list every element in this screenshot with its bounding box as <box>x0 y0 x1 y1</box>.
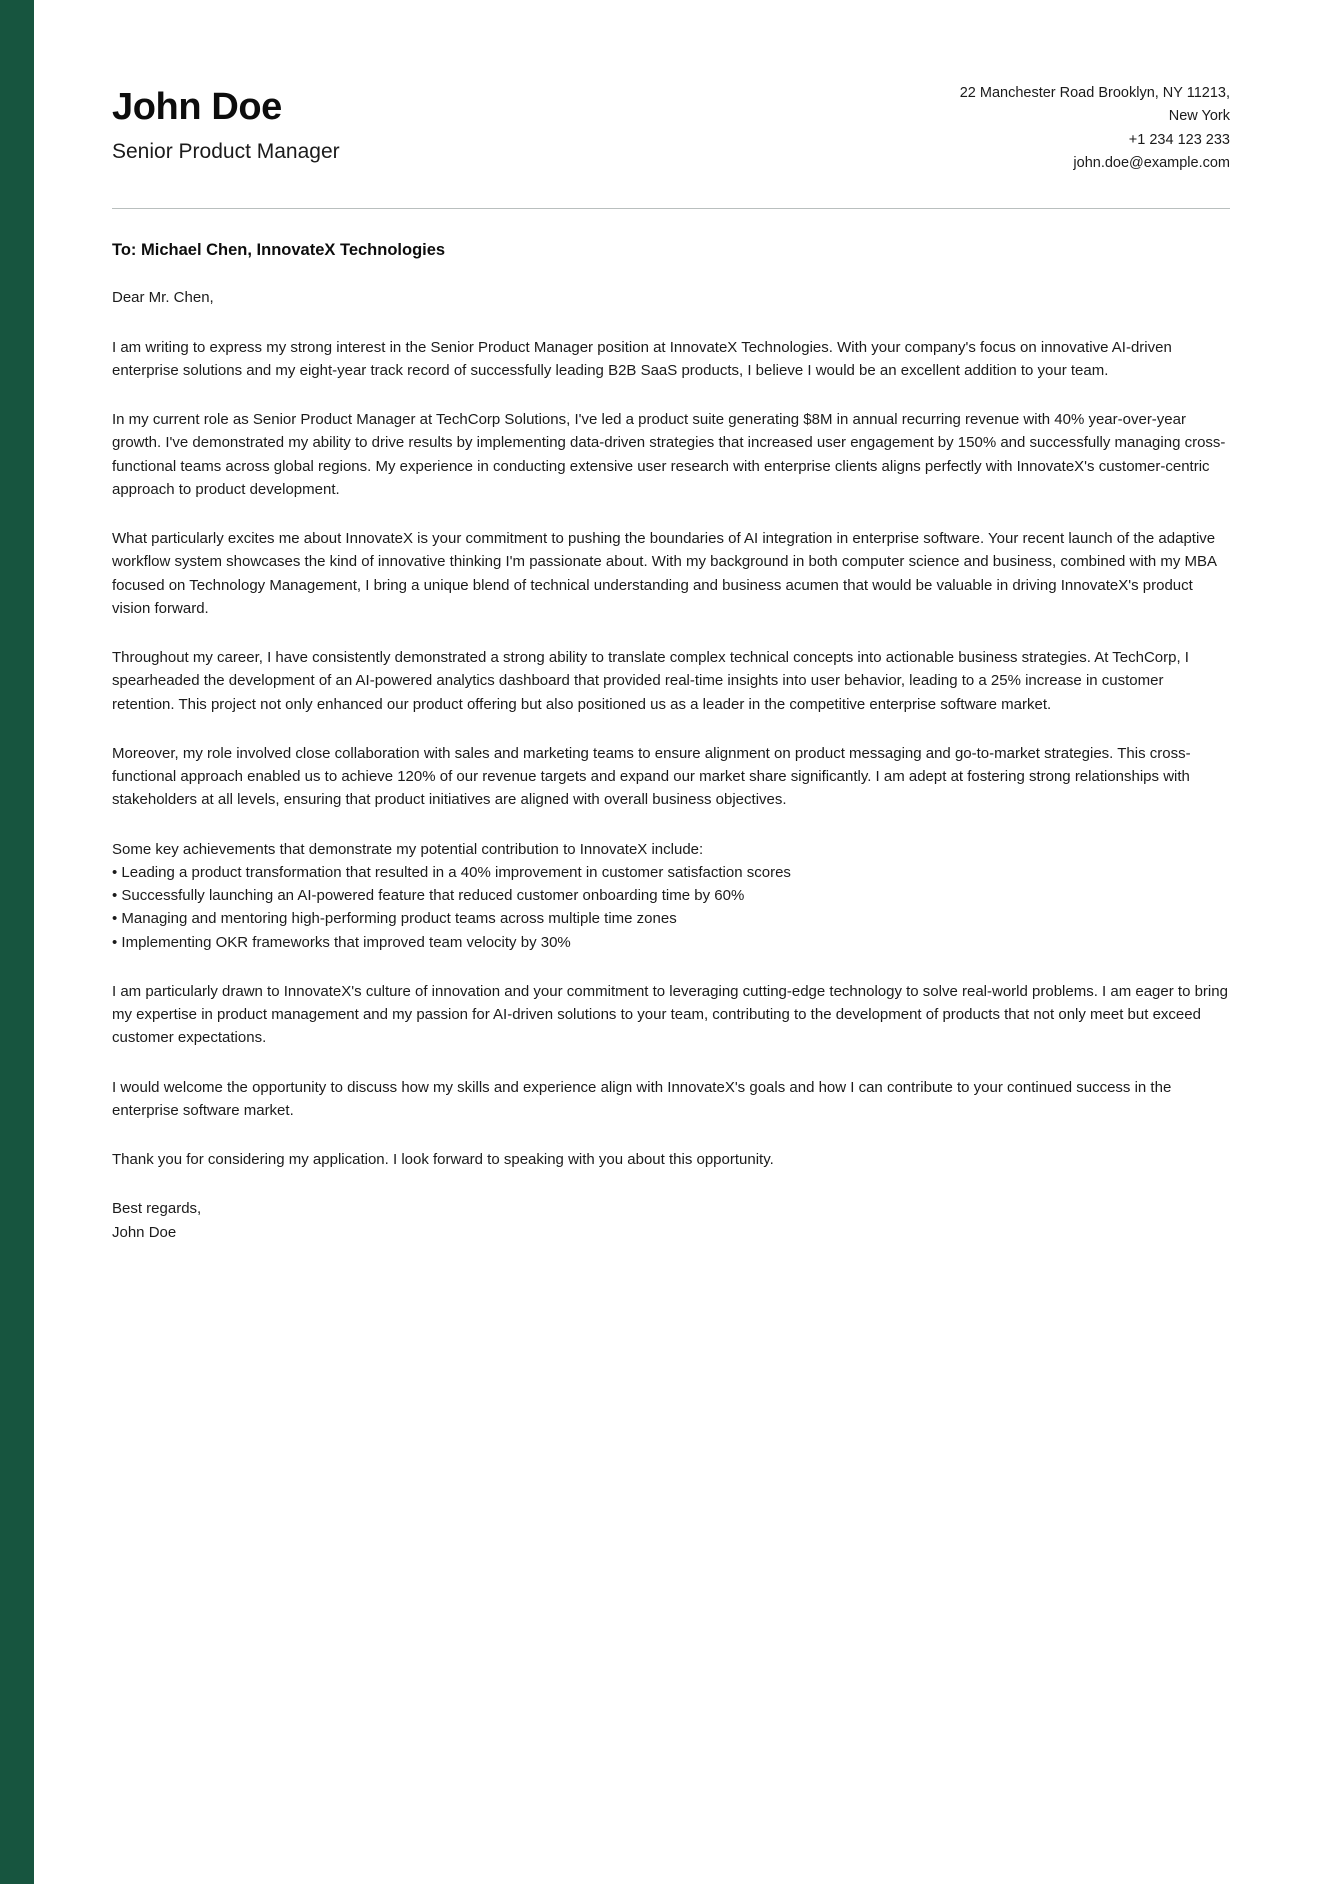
body-paragraph: What particularly excites me about InnovateX is your commitment to pushing the boundaries of AI integration in enterprise software. Your recent launch of the adaptive workflow system showcases the kind of innovative thinking I'm passionate about. With my background in both computer science and business, combined with my MBA focused on Technology Management, I bring a unique blend of technical understanding and business acumen that would be valuable in driving InnovateX's product vision forward. <box>112 530 1217 617</box>
sign-off: Best regards, <box>112 1200 202 1218</box>
contact-block <box>960 78 1230 176</box>
achievements-list <box>112 861 1230 954</box>
left-accent-bar <box>0 0 34 1884</box>
contact-address: 22 Manchester Road Brooklyn, NY 11213, <box>959 85 1230 101</box>
salutation: Dear Mr. Chen, <box>112 289 214 307</box>
letter-body <box>112 209 1230 1244</box>
body-paragraph: Throughout my career, I have consistently demonstrated a strong ability to translate complex technical concepts into actionable business strategies. At TechCorp, I spearheaded the development of an AI-powered analytics dashboard that provided real-time insights into user behavior, leading to a 25% increase in customer retention. This project not only enhanced our product offering but also positioned us as a leader in the competitive enterprise software market. <box>112 649 1189 713</box>
list-item: • Implementing OKR frameworks that improved team velocity by 30% <box>112 933 571 951</box>
body-paragraph: I would welcome the opportunity to discuss how my skills and experience align with InnovateX's goals and how I can contribute to your continued success in the enterprise software market. <box>112 1078 1172 1119</box>
body-paragraph: Thank you for considering my application. I look forward to speaking with you about this opportunity. <box>112 1151 774 1169</box>
contact-city: New York <box>1168 108 1230 125</box>
job-title: Senior Product Manager <box>112 139 340 163</box>
body-paragraph: Moreover, my role involved close collaboration with sales and marketing teams to ensure alignment on product messaging and go-to-market strategies. This cross-functional approach enabled us to achieve 120% of our revenue targets and expand our market share significantly. I am adept at fostering strong relationships with stakeholders at all levels, ensuring that product initiatives are aligned with overall business objectives. <box>112 744 1191 809</box>
recipient-line: To: Michael Chen, InnovateX Technologies <box>112 240 446 259</box>
achievements-intro: Some key achievements that demonstrate my potential contribution to InnovateX include: <box>112 840 704 858</box>
contact-email[interactable]: john.doe@example.com <box>1073 155 1230 172</box>
body-paragraph: In my current role as Senior Product Manager at TechCorp Solutions, I've led a product suite generating $8M in annual recurring revenue with 40% year-over-year growth. I've demonstrated my ability to drive results by implementing data-driven strategies that increased user engagement by 150% and successfully managing cross-functional teams across global regions. My experience in conducting extensive user research with enterprise clients aligns perfectly with InnovateX's customer-centric approach to product development. <box>112 411 1226 498</box>
page-title: John Doe <box>112 86 282 128</box>
list-item: • Managing and mentoring high-performing product teams across multiple time zones <box>112 910 677 928</box>
body-paragraph: I am particularly drawn to InnovateX's culture of innovation and your commitment to leveraging cutting-edge technology to solve real-world problems. I am eager to bring my expertise in product management and my passion for AI-driven solutions to your team, contributing to the development of products that not only meet but exceed customer expectations. <box>112 982 1228 1047</box>
contact-phone[interactable]: +1 234 123 233 <box>1128 131 1230 148</box>
body-paragraph: I am writing to express my strong interest in the Senior Product Manager position at InnovateX Technologies. With your company's focus on innovative AI-driven enterprise solutions and my eight-year track record of successfully leading B2B SaaS products, I believe I would be an excellent addition to your team. <box>112 338 1172 379</box>
signature-block <box>112 1197 1230 1244</box>
signature-name: John Doe <box>112 1223 177 1241</box>
letter-header <box>112 78 1230 176</box>
list-item: • Successfully launching an AI-powered feature that reduced customer onboarding time by 60% <box>112 887 745 905</box>
identity-block <box>112 78 340 165</box>
list-item: • Leading a product transformation that resulted in a 40% improvement in customer satisfaction scores <box>112 863 791 881</box>
letter-content <box>34 0 1328 1884</box>
